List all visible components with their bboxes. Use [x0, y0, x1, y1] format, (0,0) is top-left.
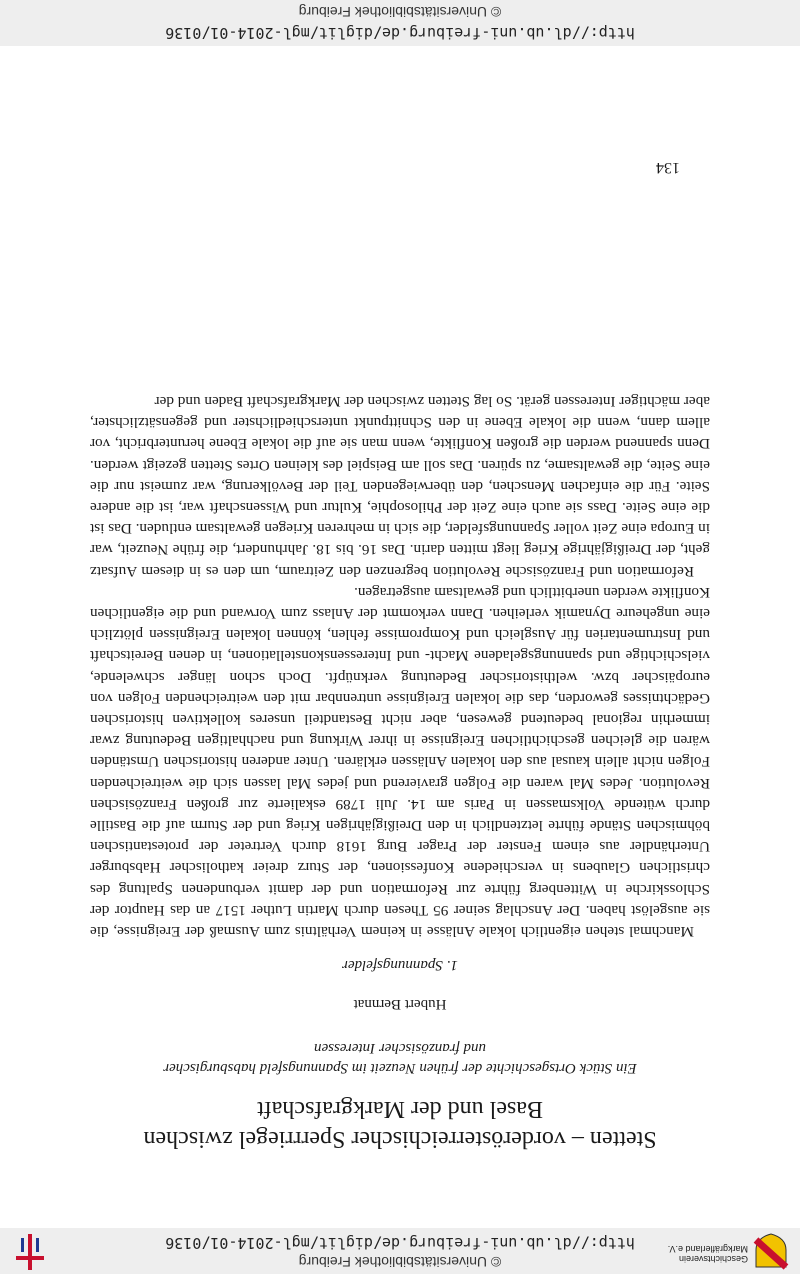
footer-url[interactable]: http://dl.ub.uni-freiburg.de/diglit/mgl-2014-01/0136 [165, 24, 635, 42]
title-line-1: Stetten – vorderösterreichischer Sperrriegel zwischen [143, 1126, 657, 1152]
article-body [90, 391, 710, 1154]
page-number: 134 [656, 159, 680, 176]
author-name: Hubert Bernnat [353, 996, 447, 1012]
society-name: Geschichtsverein Markgräflerland e.V. [667, 1244, 748, 1264]
permalink-url[interactable]: http://dl.ub.uni-freiburg.de/diglit/mgl-2014-01/0136 [165, 1234, 635, 1252]
university-library-logo-icon [12, 1234, 48, 1270]
title-line-2: Basel und der Markgrafschaft [257, 1096, 543, 1122]
subtitle-line-2: und französischer Interessen [314, 1040, 486, 1056]
paragraph-1: Manchmal stehen eigentlich lokale Anlässe in keinem Verhältnis zum Ausmaß der Ereignisse, die sie ausgelöst haben. Der Anschlag seiner 95 Thesen durch Martin Luther 1517 an das Hauptor der Schlosskirche in Wittenberg führte zur Reformation und der damit verbundenen Spaltung des christlichen Glaubens in verschiedene Konfessionen, der Sturz dreier katholischer Habsburger Unterhändler aus einem Fenster der Prager Burg 1618 durch Vertreter der protestantischen böhmischen Stände führte letztendlich in den Dreißigjährigen Krieg und der Sturm auf die Bastille durch wütende Volksmassen in Paris am 14. Juli 1789 eskalierte zur großen Französischen Revolution. Jedes Mal waren die Folgen gravierend und jedes Mal lassen sich die weitreichenden Folgen nicht allein kausal aus den lokalen Anlässen erklären. Unter anderen historischen Umständen wären die gleichen geschichtlichen Ereignisse in ihrer Wirkung und nachhaltigen Bedeutung zwar immerhin regional bedeutend gewesen, aber nicht Bestandteil unseres kollektiven historischen Gedächtnisses geworden, das die lokalen Ereignisse untrennbar mit den weitreichenden Folgen von europäischer bzw. welthistorischer Bedeutung verknüpft. Doch schon länger schwelende, vielschichtige und spannungsgeladene Macht- und Interessenskonstellationen, in denen Bereitschaft und Instrumentarien für Ausgleich und Kompromisse fehlen, können lokalen Ereignissen plötzlich eine ungeheure Dynamik verleihen. Dann verkommt der Anlass zum Vorwand und die eigentlichen Konflikte werden unerbittlich und gewaltsam ausgetragen. [90, 583, 710, 940]
section-heading: 1. Spannungsfelder [342, 957, 458, 973]
footer-bar [0, 0, 800, 46]
footer-copyright: © Universitätsbibliothek Freiburg [298, 4, 502, 20]
article-title [90, 1094, 710, 1154]
copyright-notice: © Universitätsbibliothek Freiburg [298, 1254, 502, 1270]
article-subtitle [90, 1038, 710, 1078]
coat-of-arms-icon [752, 1232, 790, 1270]
subtitle-line-1: Ein Stück Ortsgeschichte der frühen Neuzeit im Spannungsfeld habsburgischer [163, 1060, 637, 1076]
header-bar [0, 1228, 800, 1274]
paragraph-2: Reformation und Französische Revolution begrenzen den Zeitraum, um den es in diesem Aufsatz geht, der Dreißigjährige Krieg liegt mitten darin. Das 16. bis 18. Jahrhundert, die frühe Neuzeit, war in Europa eine Zeit voller Spannungsfelder, die sich in mehreren Kriegen gewaltsam entluden. Das ist die eine Seite. Dass sie auch eine Zeit der Philosophie, Kultur und Wissenschaft war, ist die andere Seite. Für die einfachen Menschen, den überwiegenden Teil der Bevölkerung, war zumeist nur die eine Seite, die gewaltsame, zu spüren. Das soll am Beispiel des kleinen Ortes Stetten gezeigt werden. Denn spannend werden die großen Konflikte, wenn man sie auf die lokale Ebene herunterbricht, vor allem dann, wenn die lokale Ebene in den Schnittpunkt unterschiedlichster und gegensätzlichster, aber mächtiger Interessen gerät. So lag Stetten zwischen der Markgrafschaft Baden und der [90, 392, 710, 580]
